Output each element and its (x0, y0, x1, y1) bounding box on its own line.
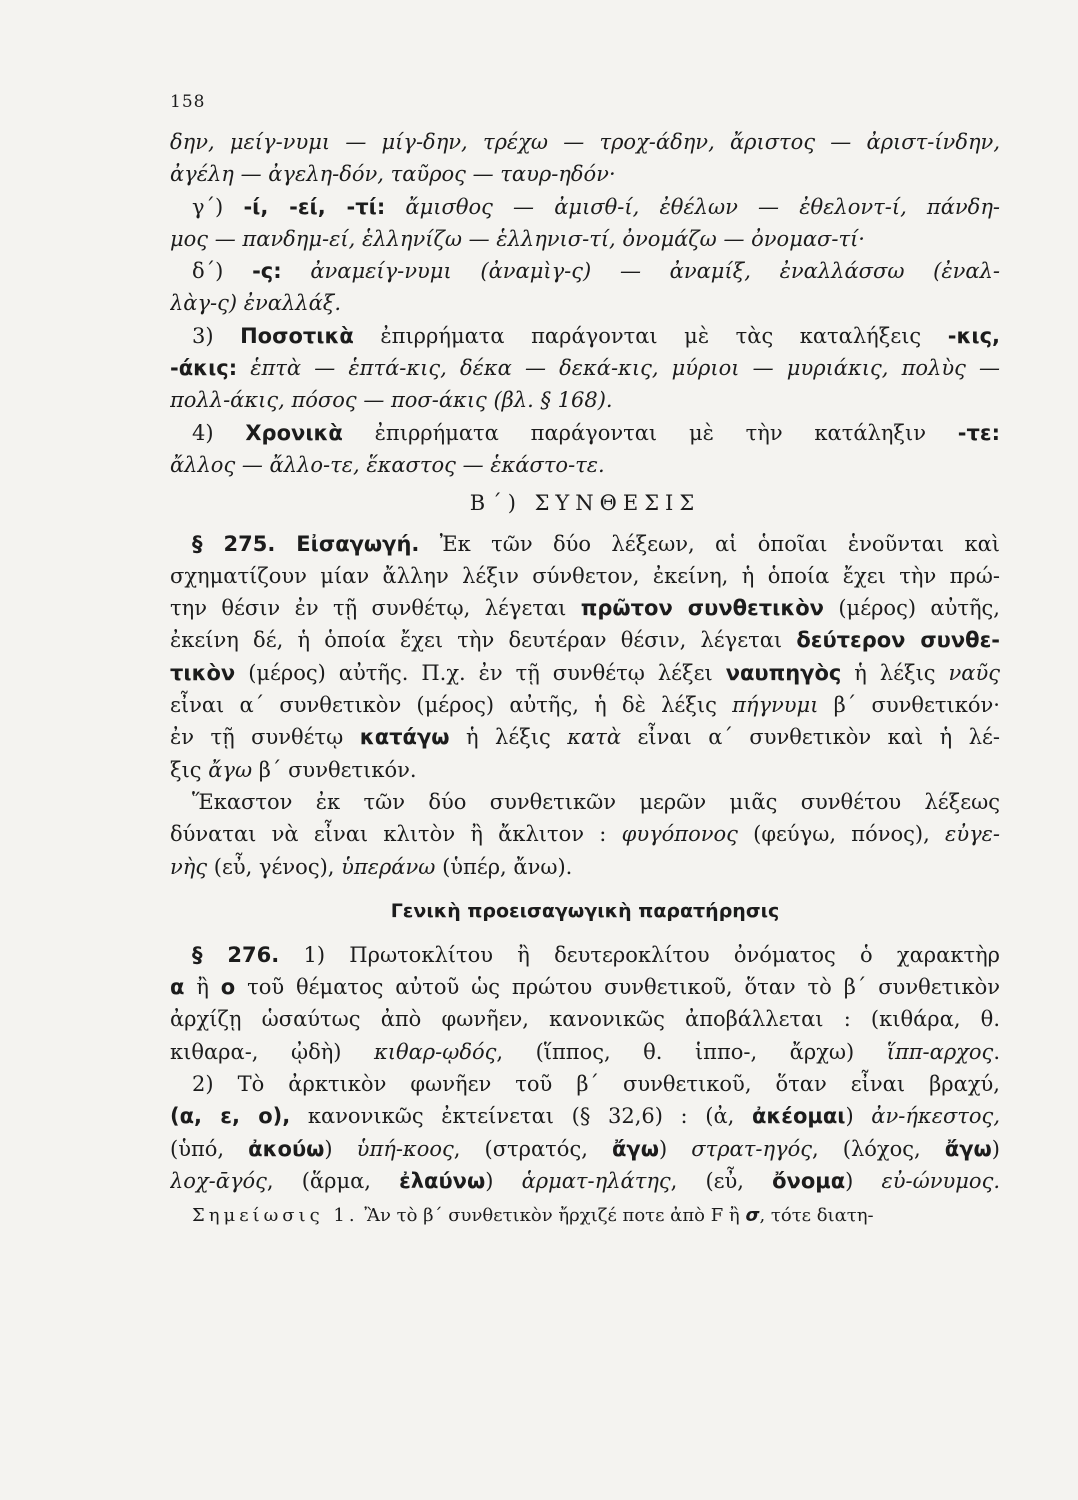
text-line (170, 689, 1000, 721)
line-text: ἑπτὰ — ἑπτά-κις, δέκα — δεκά-κις, μύριοι — μυριάκις, πολὺς — (237, 356, 1000, 381)
line-text: Ἕκαστον ἐκ τῶν δύο συνθετικῶν μερῶν μιᾶς συνθέτου λέξεως (192, 789, 1000, 814)
term-italic: κατὰ (567, 725, 622, 750)
term-bold: δεύτερον συνθε- (796, 628, 1000, 653)
text-line (170, 320, 1000, 352)
term-bold: ἀκέομαι (751, 1104, 846, 1129)
line-text: ἐν τῇ συνθέτῳ (170, 725, 360, 750)
item-label: γ΄) (192, 194, 244, 219)
text-line (170, 971, 1000, 1003)
text-line (170, 1036, 1000, 1068)
line-text: ἐπιρρήματα παράγονται μὲ τὰς καταλήξεις (353, 323, 948, 348)
suffix-bold: -ς: (252, 259, 282, 284)
page-number: 158 (170, 92, 206, 112)
line-text: ) (845, 1168, 882, 1193)
line-text: εἶναι α΄ συνθετικὸν καὶ ἡ λέ- (621, 725, 1000, 750)
text-line (170, 560, 1000, 592)
line-text: μος — πανδημ-εί, ἑλληνίζω — ἑλληνισ-τί, ὀνομάζω — ὀνομασ-τί· (170, 226, 865, 251)
text-line (170, 851, 1000, 883)
text-line (170, 1100, 1000, 1132)
term-bold: ἄγω (611, 1136, 659, 1161)
text-line (170, 449, 1000, 481)
item-number: 3) (192, 323, 241, 348)
line-text: ) (845, 1104, 872, 1129)
line-text: τοῦ θέματος αὐτοῦ ὡς πρώτου συνθετικοῦ, ὅταν τὸ β΄ συνθετικὸν (235, 975, 1000, 1000)
term-italic: πήγνυμι (732, 693, 819, 718)
suffix-bold: -ί, -εί, -τί: (243, 194, 386, 219)
term-bold: σ (745, 1205, 760, 1227)
term-italic: λοχ-ᾱγός (170, 1168, 267, 1193)
line-text: ) (324, 1136, 357, 1161)
line-text: β΄ συνθετικόν. (252, 757, 417, 782)
term-italic: ναῦς (948, 660, 1000, 685)
line-text: (ὑπέρ, ἄνω). (435, 854, 573, 879)
term-italic: φυγόπονος (621, 822, 738, 847)
subsection-heading: Γενικὴ προεισαγωγικὴ παρατήρησις (390, 899, 780, 922)
line-text: Ἐκ τῶν δύο λέξεων, αἱ ὁποῖαι ἑνοῦνται καὶ (419, 531, 1000, 556)
line-text: ἄμισθος — ἀμισθ-ί, ἐθέλων — ἐθελοντ-ί, πάνδη- (385, 194, 1000, 219)
term-bold: ὄνομα (772, 1168, 846, 1193)
term-bold: α (170, 975, 185, 1000)
term-italic: εὐγε- (945, 822, 1000, 847)
line-text: , (ἅρμα, (266, 1168, 400, 1193)
line-text: (φεύγω, πόνος), (737, 822, 946, 847)
suffix-bold: -τε: (957, 420, 1000, 445)
term-bold: ἀκούω (248, 1136, 325, 1161)
note-text: Ἂν τὸ β΄ συνθετικὸν ἤρχιζέ ποτε ἀπὸ F ἢ (358, 1205, 746, 1227)
line-text: ) (991, 1136, 1000, 1161)
line-text: κανονικῶς ἐκτείνεται (§ 32,6) : (ἀ, (290, 1104, 752, 1129)
term-bold: ναυπηγὸς (725, 660, 842, 685)
line-text: ἡ λέξις (449, 725, 568, 750)
line-text: ἐπιρρήματα παράγονται μὲ τὴν κατάληξιν (342, 420, 958, 445)
line-text: δύναται νὰ εἶναι κλιτὸν ἢ ἄκλιτον : (170, 822, 622, 847)
section-heading: Β΄) ΣΥΝΘΕΣΙΣ (469, 491, 701, 516)
term-bold: Ποσοτικὰ (240, 323, 354, 348)
text-line (170, 417, 1000, 449)
line-text: (ὑπό, (170, 1136, 249, 1161)
line-text: 1) Πρωτοκλίτου ἢ δευτεροκλίτου ὀνόματος ὁ χαρακτὴρ (279, 942, 1000, 967)
text-line (170, 158, 1000, 190)
term-bold: κατάγω (359, 725, 450, 750)
text-line (170, 818, 1000, 850)
term-bold: (α, ε, ο), (170, 1104, 291, 1129)
suffix-bold: -κις, (947, 323, 1000, 348)
line-text: , (εὖ, (670, 1168, 773, 1193)
line-text: ἡ λέξις (841, 660, 949, 685)
note-label: Σημείωσις 1. (192, 1205, 359, 1227)
line-text: ) (485, 1168, 522, 1193)
section-number: § 276. (192, 942, 280, 967)
text-line (170, 255, 1000, 287)
text-line (170, 1133, 1000, 1165)
section-title: Εἰσαγωγή. (275, 531, 420, 556)
text-line (170, 624, 1000, 656)
text-line (170, 1165, 1000, 1197)
line-text: , (στρατός, (453, 1136, 612, 1161)
line-text: κιθαρα-, ᾠδὴ) (170, 1039, 374, 1064)
term-italic: ἵππ-αρχος (886, 1039, 994, 1064)
line-text: την θέσιν ἐν τῇ συνθέτῳ, λέγεται (170, 596, 581, 621)
line-text: ἀρχίζῃ ὡσαύτως ἀπὸ φωνῆεν, κανονικῶς ἀποβάλλεται : (κιθάρα, θ. (170, 1007, 1000, 1032)
text-line (170, 592, 1000, 624)
line-text: . (993, 1039, 1000, 1064)
footnote-line (170, 1201, 1000, 1231)
term-italic: ὑπεράνω (341, 854, 436, 879)
line-text: ἀγέλη — ἀγελη-δόν, ταῦρος — ταυρ-ηδόν· (170, 162, 616, 187)
note-text: , τότε διατη- (759, 1205, 874, 1227)
text-line (170, 528, 1000, 560)
text-line (170, 1068, 1000, 1100)
item-number: 4) (192, 420, 246, 445)
term-italic: εὐ-ώνυμος. (881, 1168, 1000, 1193)
term-bold: ἄγω (944, 1136, 992, 1161)
line-text: πολλ-άκις, πόσος — ποσ-άκις (βλ. § 168). (170, 388, 613, 413)
text-line (170, 939, 1000, 971)
suffix-bold: -άκις: (170, 356, 238, 381)
line-text: β΄ συνθετικόν· (818, 693, 1000, 718)
page-content (170, 126, 1000, 1231)
text-line (170, 754, 1000, 786)
term-italic: ἄγω (208, 757, 253, 782)
line-text: , (λόχος, (811, 1136, 945, 1161)
term-italic: κιθαρ-ῳδός (373, 1039, 497, 1064)
line-text: ἄλλος — ἄλλο-τε, ἕκαστος — ἑκάστο-τε. (170, 452, 605, 477)
text-line (170, 384, 1000, 416)
line-text: ) (658, 1136, 692, 1161)
text-line (170, 126, 1000, 158)
term-italic: στρατ-ηγός (691, 1136, 812, 1161)
line-text: ἐκείνη δέ, ἡ ὁποία ἔχει τὴν δευτέραν θέσιν, λέγεται (170, 628, 797, 653)
line-text: , (ἵππος, θ. ἱππο-, ἄρχω) (496, 1039, 887, 1064)
text-line (170, 721, 1000, 753)
term-bold: ἐλαύνω (399, 1168, 486, 1193)
line-text: 2) Τὸ ἀρκτικὸν φωνῆεν τοῦ β΄ συνθετικοῦ, ὅταν εἶναι βραχύ, (192, 1072, 1000, 1097)
term-italic: νὴς (170, 854, 208, 879)
text-line (170, 1003, 1000, 1035)
line-text: ξις (170, 757, 209, 782)
line-text: λὰγ-ς) ἐναλλάξ. (170, 291, 342, 316)
section-number: § 275. (192, 531, 276, 556)
line-text: ἀναμείγ-νυμι (ἀναμὶγ-ς) — ἀναμίξ, ἐναλλάσσω (ἐναλ- (281, 259, 1000, 284)
term-bold: ο (220, 975, 236, 1000)
text-line (170, 191, 1000, 223)
line-text: σχηματίζουν μίαν ἄλλην λέξιν σύνθετον, ἐκείνη, ἡ ὁποία ἔχει τὴν πρώ- (170, 563, 1000, 588)
text-line (170, 223, 1000, 255)
term-bold: Χρονικὰ (245, 420, 343, 445)
line-text: (μέρος) αὐτῆς. Π.χ. ἐν τῇ συνθέτῳ λέξει (235, 660, 726, 685)
text-line (170, 287, 1000, 319)
line-text: δην, μείγ-νυμι — μίγ-δην, τρέχω — τροχ-άδην, ἄριστος — ἀριστ-ίνδην, (170, 130, 1000, 154)
term-bold: πρῶτον συνθετικὸν (580, 596, 824, 621)
item-label: δ΄) (192, 259, 253, 284)
line-text: (μέρος) αὐτῆς, (823, 596, 1000, 621)
line-text: εἶναι α΄ συνθετικὸν (μέρος) αὐτῆς, ἡ δὲ λέξις (170, 693, 733, 718)
text-line (170, 786, 1000, 818)
line-text: (εὖ, γένος), (207, 854, 342, 879)
term-italic: ὑπή-κοος (356, 1136, 454, 1161)
term-italic: ἀν-ήκεστος, (871, 1104, 1000, 1129)
line-text: ἢ (184, 975, 221, 1000)
text-line (170, 352, 1000, 384)
term-italic: ἁρματ-ηλάτης (521, 1168, 671, 1193)
text-line (170, 657, 1000, 689)
term-bold: τικὸν (170, 660, 236, 685)
